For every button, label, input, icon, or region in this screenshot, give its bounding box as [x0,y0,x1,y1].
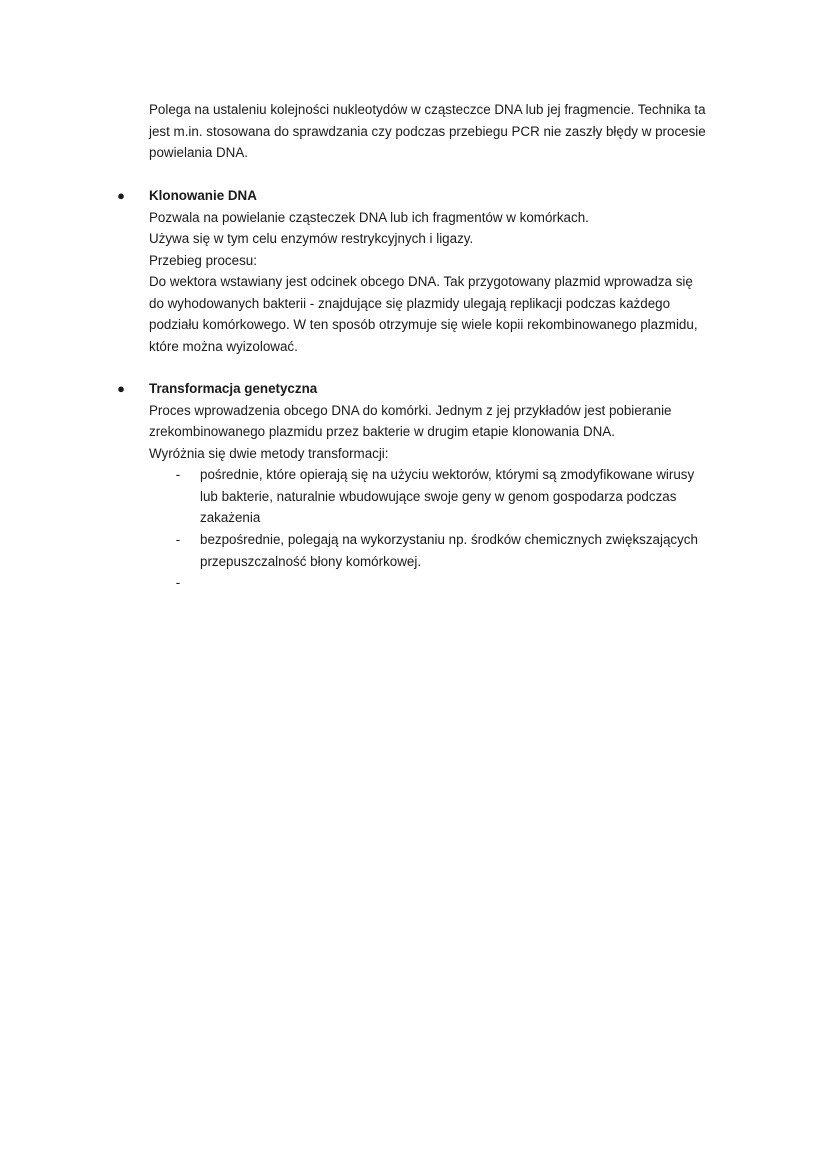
section-line: Pozwala na powielanie cząsteczek DNA lub ich fragmentów w komórkach. [149,209,589,225]
bullet-icon: ● [117,381,125,396]
section-line: podziału komórkowego. W ten sposób otrzymuje się wiele kopii rekombinowanego plazmidu, [149,317,698,332]
dash-marker: - [175,467,181,482]
intro-paragraph [149,99,749,164]
intro-line: Polega na ustaleniu kolejności nukleotydów w cząsteczce DNA lub jej fragmencie. Technika ta [149,102,706,117]
subitem-line: pośrednie, które opierają się na użyciu wektorów, którymi są zmodyfikowane wirusy [200,467,695,482]
bullet-icon: ● [117,188,125,203]
dash-marker: - [175,575,181,590]
section-heading: Transformacja genetyczna [149,381,318,396]
subitem-bezposrednie [200,529,760,572]
section-line: Proces wprowadzenia obcego DNA do komórki. Jednym z jej przykładów jest pobieranie [149,402,672,418]
dash-marker: - [175,532,181,547]
section-line: Używa się w tym celu enzymów restrykcyjnych i ligazy. [149,231,474,246]
subitem-posrednie [200,464,760,529]
section-line: Przebieg procesu: [149,252,257,268]
intro-line: powielania DNA. [149,145,248,160]
section-line: zrekombinowanego plazmidu przez bakterie w drugim etapie klonowania DNA. [149,424,615,439]
subitem-line: zakażenia [200,510,261,525]
section-transformacja [149,378,749,464]
section-heading: Klonowanie DNA [149,188,257,203]
subitem-line: przepuszczalność błony komórkowej. [200,553,422,569]
section-line: które można wyizolować. [149,338,298,354]
section-line: Wyróżnia się dwie metody transformacji: [149,445,389,461]
section-line: do wyhodowanych bakterii - znajdujące się plazmidy ulegają replikacji podczas każdego [149,295,671,311]
section-klonowanie [149,185,749,357]
subitem-line: lub bakterie, naturalnie wbudowujące swoje geny w genom gospodarza podczas [200,488,677,504]
subitem-line: bezpośrednie, polegają na wykorzystaniu np. środków chemicznych zwiększających [200,532,698,547]
intro-line: jest m.in. stosowana do sprawdzania czy podczas przebiegu PCR nie zaszły błędy w procesie [149,123,706,139]
section-line: Do wektora wstawiany jest odcinek obcego DNA. Tak przygotowany plazmid wprowadza się [149,274,693,289]
